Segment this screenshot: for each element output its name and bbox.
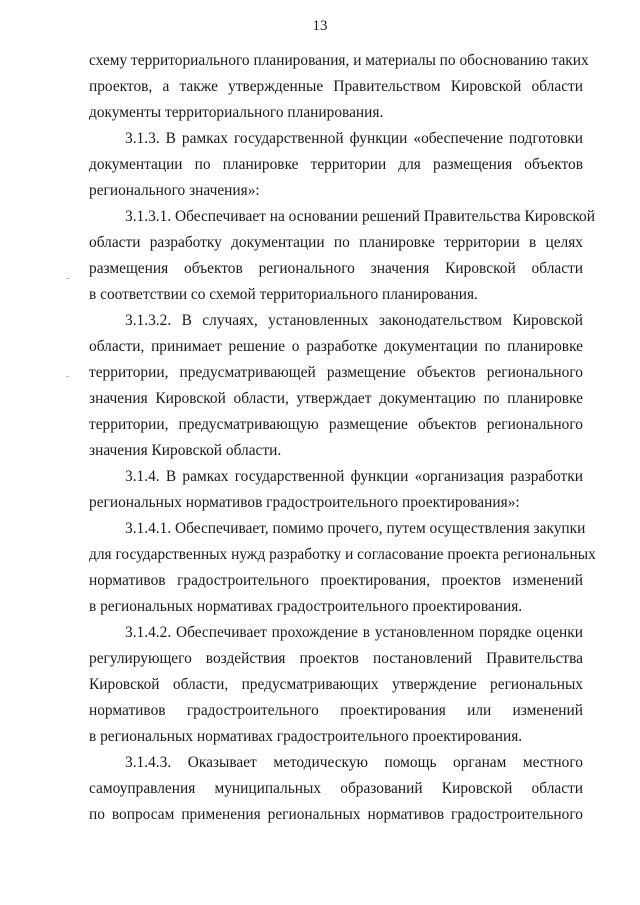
- text-line: 3.1.3.1. Обеспечивает на основании решений Правительства Кировской: [125, 208, 595, 225]
- text-line: Кировской области, предусматривающих утверждение региональных: [89, 676, 583, 693]
- text-line: значения Кировской области, утверждает документацию по планировке: [89, 390, 583, 407]
- text-line: регулирующего воздействия проектов постановлений Правительства: [89, 650, 583, 667]
- text-line: 3.1.4.3. Оказывает методическую помощь органам местного: [125, 754, 583, 771]
- text-line: проектов, а также утвержденные Правительством Кировской области: [89, 78, 583, 95]
- text-line: документации по планировке территории для размещения объектов: [89, 156, 583, 173]
- paragraph-3-1-4-3: [89, 750, 583, 828]
- text-line: регионального значения»:: [89, 182, 260, 199]
- paragraph-3-1-3: [89, 126, 583, 204]
- paragraph-3-1-4-1: [89, 516, 596, 620]
- paragraph-3-1-4: [89, 464, 583, 516]
- text-line: 3.1.4.1. Обеспечивает, помимо прочего, путем осуществления закупки: [125, 520, 586, 537]
- text-line: нормативов градостроительного проектирования или изменений: [89, 702, 583, 719]
- paragraph-3-1-3-2: [89, 308, 583, 464]
- text-line: нормативов градостроительного проектирования, проектов изменений: [89, 572, 583, 589]
- scan-margin-mark: [66, 376, 69, 377]
- paragraph: [89, 48, 589, 126]
- text-line: 3.1.4.2. Обеспечивает прохождение в установленном порядке оценки: [125, 624, 583, 641]
- text-line: значения Кировской области.: [89, 442, 282, 459]
- text-line: 3.1.4. В рамках государственной функции «организация разработки: [125, 468, 583, 485]
- text-line: самоуправления муниципальных образований Кировской области: [89, 780, 583, 797]
- text-line: 3.1.3. В рамках государственной функции «обеспечение подготовки: [125, 130, 583, 147]
- paragraph-3-1-4-2: [89, 620, 583, 750]
- text-line: области разработку документации по планировке территории в целях: [89, 234, 583, 251]
- text-line: 3.1.3.2. В случаях, установленных законодательством Кировской: [125, 312, 583, 329]
- text-line: региональных нормативов градостроительного проектирования»:: [89, 494, 520, 511]
- text-line: схему территориального планирования, и материалы по обоснованию таких: [89, 52, 589, 69]
- text-line: в региональных нормативах градостроительного проектирования.: [89, 728, 523, 745]
- text-line: документы территориального планирования.: [89, 104, 384, 121]
- text-line: в соответствии со схемой территориального планирования.: [89, 286, 478, 303]
- document-body: [89, 48, 596, 828]
- page-number: 13: [312, 18, 328, 34]
- text-line: территории, предусматривающей размещение объектов регионального: [89, 364, 583, 381]
- text-line: по вопросам применения региональных нормативов градостроительного: [89, 806, 583, 823]
- text-line: территории, предусматривающую размещение объектов регионального: [89, 416, 583, 433]
- text-line: размещения объектов регионального значения Кировской области: [89, 260, 583, 277]
- paragraph-3-1-3-1: [89, 204, 595, 308]
- text-line: для государственных нужд разработку и согласование проекта региональных: [89, 546, 596, 563]
- text-line: области, принимает решение о разработке документации по планировке: [89, 338, 583, 355]
- text-line: в региональных нормативах градостроительного проектирования.: [89, 598, 523, 615]
- scan-margin-mark: [66, 278, 69, 279]
